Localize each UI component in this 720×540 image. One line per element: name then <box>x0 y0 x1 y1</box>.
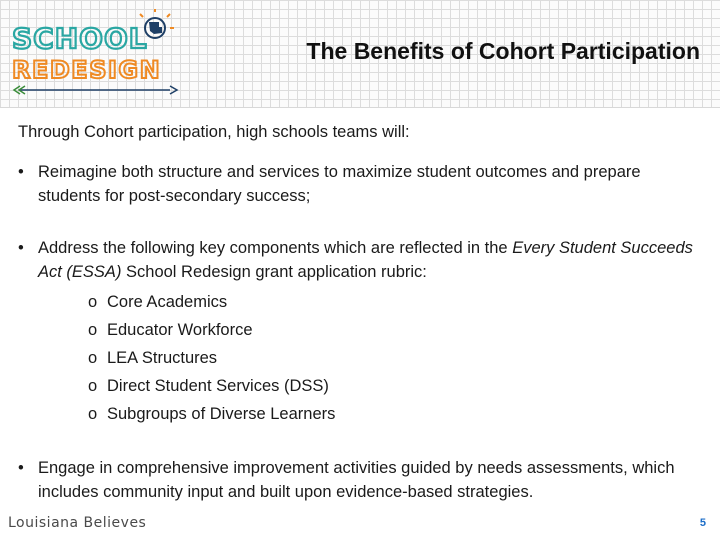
school-redesign-logo <box>10 8 180 98</box>
list-marker: o <box>88 377 98 395</box>
page-number: 5 <box>699 517 706 529</box>
list-item <box>88 288 698 316</box>
list-item-text: Educator Workforce <box>107 321 253 339</box>
list-marker: o <box>88 349 98 367</box>
list-item-text: Subgroups of Diverse Learners <box>107 405 336 423</box>
essa-reference: Every Student Succeeds Act (ESSA) <box>38 239 693 281</box>
bullet-dot: • <box>18 163 24 181</box>
intro-text: Through Cohort participation, high schools teams will: <box>18 123 410 141</box>
list-item <box>88 316 698 344</box>
bullet-text <box>38 236 698 284</box>
bullet-item-reimagine <box>18 160 698 208</box>
bullet-item-engage <box>18 456 698 504</box>
list-item <box>88 372 698 400</box>
logo-arrow-icon <box>14 86 177 94</box>
bullet-text: Engage in comprehensive improvement activities guided by needs assessments, which includes community input and built upon evidence-based strategies. <box>38 459 675 501</box>
logo-word-school: SCHOOL <box>12 22 148 55</box>
slide-header <box>0 0 720 108</box>
bullet-dot: • <box>18 459 24 477</box>
louisiana-believes-logo: Louisiana Believes <box>8 515 147 531</box>
list-item <box>88 400 698 428</box>
slide-title: The Benefits of Cohort Participation <box>306 38 700 64</box>
list-marker: o <box>88 293 98 311</box>
list-marker: o <box>88 321 98 339</box>
bullet-text-end: School Redesign grant application rubric: <box>121 263 427 281</box>
bullet-text-start: Address the following key components which are reflected in the <box>38 239 513 257</box>
list-item-text: LEA Structures <box>107 349 218 367</box>
list-item-text: Core Academics <box>107 293 228 311</box>
bullet-item-address <box>18 236 698 428</box>
slide-body <box>18 120 698 518</box>
bullet-text: Reimagine both structure and services to maximize student outcomes and prepare students for post-secondary success; <box>38 163 641 205</box>
logo-word-redesign: REDESIGN <box>12 56 162 84</box>
list-item-text: Direct Student Services (DSS) <box>107 377 329 395</box>
list-item <box>88 344 698 372</box>
component-list <box>38 288 698 428</box>
list-marker: o <box>88 405 98 423</box>
bullet-dot: • <box>18 239 24 257</box>
